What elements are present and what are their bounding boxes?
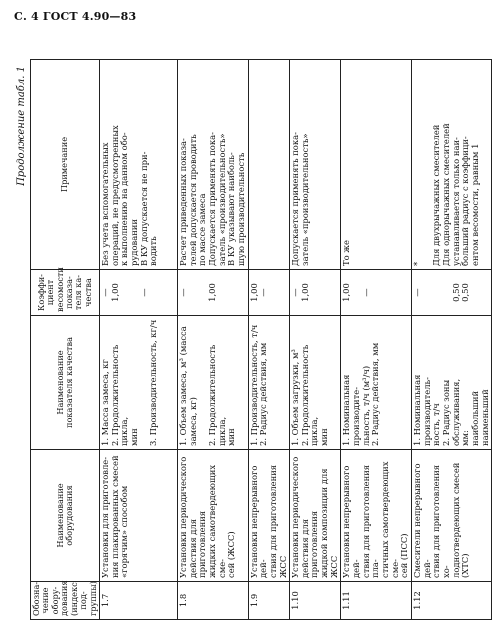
cell-text-line: мм: — [460, 430, 471, 446]
header-text-line: Наименование — [54, 350, 65, 415]
cell-text-line: 3. Производительность, кг/ч — [148, 319, 159, 446]
cell-text-line — [250, 63, 260, 266]
cell-text-line: жидкой композиции для ЖСС — [319, 468, 339, 578]
cell-text-line: 2. Радиус действия, мм — [370, 342, 381, 446]
row-equipment-cell — [177, 450, 248, 582]
row-equipment-cell — [341, 450, 412, 582]
cell-text-line: 1,00 — [109, 283, 120, 302]
cell-text-line: 1.8 — [177, 593, 188, 608]
cell-text-line: мин — [128, 428, 139, 446]
header-text-line: (индекс — [68, 582, 79, 616]
row-note-cell — [290, 60, 341, 270]
cell-text-line: водить — [148, 236, 159, 266]
header-text-line: дования — [59, 580, 70, 616]
cell-text-line: 1. Объем загрузки, м³ — [290, 349, 301, 446]
table-row — [99, 60, 177, 620]
cell-text-line: ность, т/ч — [431, 403, 442, 446]
row-code-cell — [341, 582, 412, 620]
row-parameter-cell — [290, 316, 341, 450]
header-text-line: чение — [40, 587, 51, 614]
cell-text-line: Установки непрерывного дей- — [248, 465, 269, 578]
cell-text-line: — — [412, 288, 423, 297]
header-text-line: Коэффи- — [35, 274, 46, 311]
cell-text-line: Для двухрычажных смесителей — [431, 124, 442, 266]
row-coefficient-cell — [341, 270, 412, 316]
table-body — [99, 60, 491, 620]
table-row — [177, 60, 248, 620]
cell-text-line: наибольший — [469, 390, 480, 446]
cell-text-line: 1. Масса замеса, кг — [99, 359, 110, 446]
cell-text-line: 1.11 — [341, 591, 352, 610]
header-text-line: теля ка- — [73, 274, 84, 311]
cell-text-line: 2. Продолжительность цикла, — [109, 344, 130, 446]
cell-text-line: 1. Номинальная производите- — [341, 374, 362, 446]
cell-text-line: ния плакированных смесей — [109, 455, 120, 578]
row-code-cell — [412, 582, 492, 620]
cell-text-line: 1,00 — [206, 283, 217, 302]
cell-text-line: 1,00 — [248, 283, 259, 302]
row-parameter-cell — [412, 316, 492, 450]
cell-text-line: 1. Объем замеса, м³ (масса — [177, 326, 188, 446]
cell-text-line: 0,50 — [460, 283, 471, 302]
column-header-note — [31, 60, 100, 270]
table-row — [412, 60, 492, 620]
cell-text-line: действия для приготовления — [299, 510, 320, 578]
cell-text-line: лоднотвердеющих смесей — [450, 462, 461, 578]
cell-text-line: затель «производительность» — [216, 133, 227, 266]
table-row — [341, 60, 412, 620]
cell-text-line: — — [290, 288, 301, 297]
table-header-row — [31, 60, 100, 620]
cell-text-line: затель «производительность» — [299, 133, 310, 266]
row-code-cell — [290, 582, 341, 620]
cell-text-line: Установки периодического — [177, 456, 188, 578]
cell-text-line: — — [99, 288, 110, 297]
specification-table — [30, 59, 492, 620]
cell-text-line: больший радиус с коэффици- — [460, 136, 471, 266]
cell-text-line: Установки для приготовле- — [99, 456, 110, 578]
cell-text-line: ствия для приготовления ЖСС — [267, 464, 288, 578]
row-coefficient-cell — [99, 270, 177, 316]
cell-text-line: телей допускается проводить — [187, 134, 198, 266]
rotated-table-container — [14, 60, 490, 620]
row-code-cell — [99, 582, 177, 620]
cell-text-line: устанавливается только наи- — [450, 137, 461, 266]
row-note-cell — [341, 60, 412, 270]
row-parameter-cell — [341, 316, 412, 450]
cell-text-line: по массе замеса — [197, 193, 208, 266]
cell-text-line: Расчет приведенных показа- — [177, 138, 188, 266]
row-note-cell — [99, 60, 177, 270]
cell-text-line: — — [177, 288, 188, 297]
cell-text-line: ствия для приготовления хо- — [431, 464, 452, 578]
cell-text-line: 2. Радиус действия, мм — [258, 342, 269, 446]
cell-text-line: 1.9 — [248, 593, 259, 608]
cell-text-line: 2. Продолжительность цикла, — [206, 344, 227, 446]
cell-text-line: 2. Радиус зоны обслуживания, — [441, 378, 461, 446]
header-text-line: группы) — [87, 581, 98, 616]
row-coefficient-cell — [412, 270, 492, 316]
row-equipment-cell — [290, 450, 341, 582]
row-note-cell — [177, 60, 248, 270]
cell-text-line: действия для приготовления — [187, 510, 208, 578]
page-header: С. 4 ГОСТ 4.90—83 — [14, 10, 137, 23]
cell-text-line: То же — [341, 240, 352, 266]
row-equipment-cell — [99, 450, 177, 582]
cell-text-line: — — [138, 288, 149, 297]
header-text-line: под- — [78, 591, 89, 610]
cell-text-line: Смесители непрерывного дей- — [412, 463, 432, 578]
cell-text-line: В КУ указывают наиболь- — [226, 152, 237, 266]
cell-text-line: жидких самотвердеющих сме- — [206, 464, 227, 578]
cell-text-line: замеса, кг) — [187, 397, 198, 446]
header-text-line: весомости — [54, 267, 65, 312]
cell-text-line: наименьший — [479, 389, 490, 446]
header-text-line: Обозна- — [31, 581, 41, 616]
row-coefficient-cell — [248, 270, 290, 316]
cell-text-line: операций, не предусмотренных — [109, 125, 120, 266]
row-equipment-cell — [248, 450, 290, 582]
header-text-line: Примечание — [59, 136, 70, 193]
cell-text-line: Допускается применять пока- — [206, 132, 217, 266]
row-coefficient-cell — [177, 270, 248, 316]
row-parameter-cell — [248, 316, 290, 450]
cell-text-line: — — [258, 288, 269, 297]
cell-text-line: 1.10 — [290, 591, 301, 610]
cell-text-line: Без учета вспомогательных — [99, 142, 110, 266]
column-header-code — [31, 582, 100, 620]
cell-text-line: мин — [226, 428, 237, 446]
cell-text-line: 1. Номинальная производитель- — [412, 374, 432, 446]
header-text-line: обору- — [49, 586, 60, 615]
cell-text-line: 2. Продолжительность цикла, — [299, 344, 320, 446]
cell-text-line: стичных самотвердеющих сме- — [380, 461, 400, 578]
header-text-line: чества — [82, 278, 93, 307]
column-header-coefficient — [31, 267, 100, 316]
header-text-line: Наименование оборудования — [54, 483, 74, 548]
cell-text-line: шую производительность — [235, 152, 246, 266]
cell-text-line: к выполнению на данном обо- — [119, 132, 130, 266]
column-header-equipment — [31, 450, 100, 582]
cell-text-line: «горячим» способом — [119, 485, 130, 578]
cell-text-line: 1,00 — [299, 283, 310, 302]
cell-text-line: рудовании — [128, 219, 139, 266]
cell-text-line: В КУ допускается не при- — [138, 151, 149, 266]
cell-text-line: Установки непрерывного дей- — [341, 465, 362, 578]
cell-text-line: ствия для приготовления пла- — [360, 464, 381, 578]
column-header-parameter — [31, 316, 100, 450]
cell-text-line: льность, т/ч (м³/ч) — [360, 365, 371, 446]
cell-text-line: 0,50 — [450, 283, 461, 302]
row-coefficient-cell — [290, 270, 341, 316]
row-parameter-cell — [177, 316, 248, 450]
row-note-cell — [412, 60, 492, 270]
row-equipment-cell — [412, 450, 492, 582]
table-row — [290, 60, 341, 620]
cell-text-line: сей (ПСС) — [399, 533, 410, 578]
continuation-label: Продолжение табл. 1 — [16, 66, 27, 186]
cell-text-line: Для однорычажных смесителей — [441, 123, 452, 266]
cell-text-line: сей (ЖСС) — [226, 531, 237, 578]
table-row — [248, 60, 290, 620]
header-text-line: показателя качества — [63, 337, 74, 428]
cell-text-line: Установки периодического — [290, 456, 301, 578]
cell-text-line: — — [360, 288, 371, 297]
row-code-cell — [177, 582, 248, 620]
cell-text-line: (ХТС) — [460, 553, 471, 578]
cell-text-line: ентом весомости, равным 1 — [469, 143, 480, 266]
header-text-line: циент — [45, 279, 56, 306]
cell-text-line: 1,00 — [341, 283, 352, 302]
cell-text-line: 1.7 — [99, 593, 110, 608]
row-parameter-cell — [99, 316, 177, 450]
cell-text-line: * — [412, 261, 423, 266]
row-code-cell — [248, 582, 290, 620]
cell-text-line: мин — [319, 428, 330, 446]
cell-text-line: Допускается применять пока- — [290, 132, 301, 266]
cell-text-line: 1. Производительность, т/ч — [248, 324, 259, 446]
header-text-line: показа- — [63, 276, 74, 309]
cell-text-line: 1.12 — [412, 591, 423, 610]
row-note-cell — [248, 60, 290, 270]
